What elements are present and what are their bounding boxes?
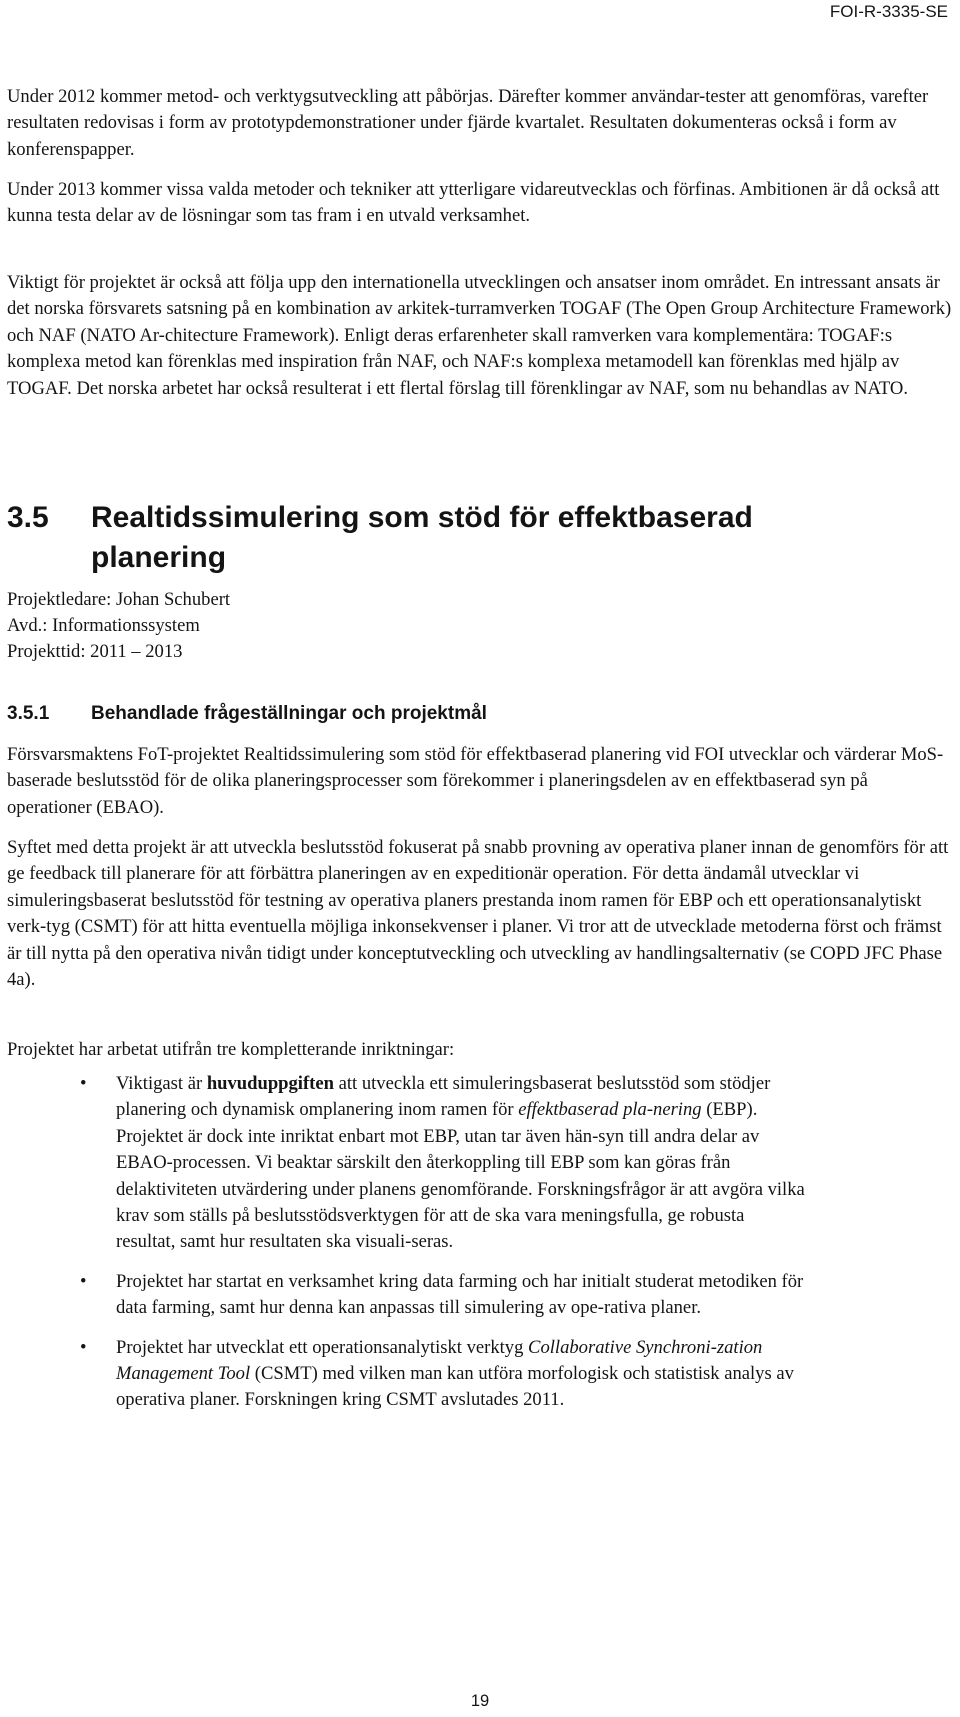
project-meta xyxy=(7,587,230,665)
list-item-text: Projektet har startat en verksamhet kring data farming och har initialt studerat metodiken för data farming, samt hur denna kan anpassas till simulering av ope-rativa planer. xyxy=(116,1270,804,1319)
report-id: FOI-R-3335-SE xyxy=(829,2,948,21)
list-item-text: att utveckla ett simuleringsbaserat beslutsstöd som stödjer planering och dynamisk omplanering inom ramen för xyxy=(116,1073,771,1121)
section-title: Realtidssimulering som stöd för effektbaserad planering xyxy=(91,501,753,574)
project-leader: Projektledare: Johan Schubert xyxy=(7,589,231,610)
paragraph-schedule-2013: Under 2013 kommer vissa valda metoder och tekniker att ytterligare vidareutvecklas och förfinas. Ambitionen är då också att kunna testa delar av de lösningar som tas fram i en utvald verksamhet. xyxy=(7,179,940,227)
project-period: Projekttid: 2011 – 2013 xyxy=(7,641,183,662)
list-item xyxy=(0,1269,806,1322)
paragraph-project-intro: Försvarsmaktens FoT-projektet Realtidssimulering som stöd för effektbaserad planering vid FOI utvecklar och värderar MoS-baserade beslutsstöd för de olika planeringsprocesser som förekommer i planeringsdelen av en effektbaserad syn på operationer (EBAO). xyxy=(7,744,944,818)
paragraph-directions-intro: Projektet har arbetat utifrån tre kompletterande inriktningar: xyxy=(7,1039,455,1060)
directions-list xyxy=(0,1071,960,1427)
bullet-icon: • xyxy=(80,1270,87,1292)
subsection-number: 3.5.1 xyxy=(7,703,50,724)
list-item xyxy=(0,1335,806,1414)
bullet-icon: • xyxy=(80,1073,87,1094)
list-item-text: Projektet har utvecklat ett operationsanalytiskt verktyg xyxy=(116,1336,529,1358)
list-item-text: Viktigast är xyxy=(116,1073,207,1094)
paragraph-project-purpose: Syftet med detta projekt är att utveckla beslutsstöd fokuserat på snabb provning av operativa planer innan de genomförs för att ge feedback till planerare för att förbättra planeringen av en expeditionär operation. För detta ändamål utvecklar vi simuleringsbaserat beslutsstöd för testning av operativa planers prestanda inom ramen för EBP och ett operationsanalytiskt verk-tyg (CSMT) för att hitta eventuella möjliga inkonsekvenser i planer. Vi tror att de utvecklade metoderna först och främst är till nytta på den operativa nivån tidigt under konceptutveckling och utveckling av handlingsalternativ (se COPD JFC Phase 4a). xyxy=(7,837,949,991)
list-item-text: (CSMT) med vilken man kan utföra morfologisk och statistisk analys av operativa planer. Forskningen kring CSMT avslutades 2011. xyxy=(116,1363,794,1411)
page-number: 19 xyxy=(470,1692,490,1710)
list-item-italic: effektbaserad pla-nering xyxy=(518,1099,702,1121)
paragraph-international: Viktigt för projektet är också att följa upp den internationella utvecklingen och ansatser inom området. En intressant ansats är det norska försvarets satsning på en kombination av arkitek-turramverken TOGAF (The Open Group Architecture Framework) och NAF (NATO Ar-chitecture Framework). Enligt deras erfarenheter skall ramverken vara komplementära: TOGAF:s komplexa metod kan förenklas med inspiration från NAF, och NAF:s komplexa metamodell kan förenklas med hjälp av TOGAF. Det norska arbetet har också resulterat i ett flertal förslag till förenklingar av NAF, som nu behandlas av NATO. xyxy=(7,272,952,399)
section-number: 3.5 xyxy=(7,501,49,534)
paragraph-schedule-2012: Under 2012 kommer metod- och verktygsutveckling att påbörjas. Därefter kommer användar-tester att genomföras, varefter resultaten redovisas i form av prototypdemonstrationer under fjärde kvartalet. Resultaten dokumenteras också i form av konferenspapper. xyxy=(7,86,929,160)
list-item-text: (EBP). Projektet är dock inte inriktat enbart mot EBP, utan tar även hän-syn till andra delar av EBAO-processen. Vi beaktar särskilt den återkoppling till EBP som kan göras från delaktiviteten utvärdering under planens genomförande. Forskningsfrågor är att avgöra vilka krav som ställs på beslutsstödsverktygen för att de ska vara meningsfulla, ge robusta resultat, samt hur resultaten ska visuali-seras. xyxy=(116,1099,805,1253)
project-department: Avd.: Informationssystem xyxy=(7,615,200,636)
list-item xyxy=(0,1071,806,1256)
list-item-bold: huvuduppgiften xyxy=(206,1073,334,1094)
list-item-italic: Collaborative Synchroni-zation Management Tool xyxy=(116,1336,763,1385)
bullet-icon: • xyxy=(80,1336,87,1358)
subsection-title: Behandlade frågeställningar och projektmål xyxy=(91,703,487,724)
